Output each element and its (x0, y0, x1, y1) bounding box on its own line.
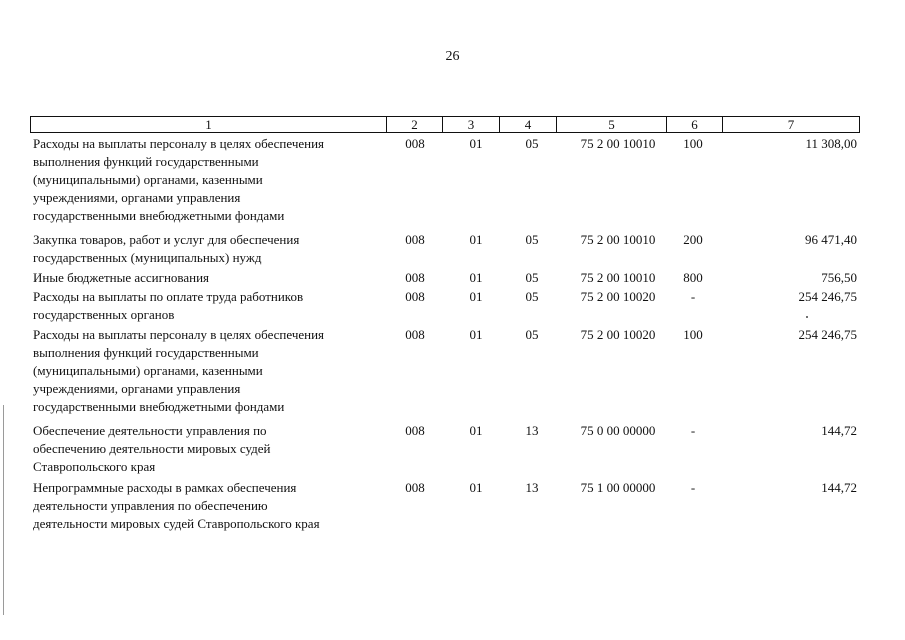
row-pr: 05 (525, 270, 539, 285)
header-col-1: 1 (205, 117, 212, 132)
header-col-7: 7 (722, 117, 859, 132)
row-pr: 05 (525, 327, 539, 342)
row-rz: 01 (469, 480, 483, 495)
row-name: Обеспечение деятельности управления по обеспечению деятельности мировых судей Ставропольского края (33, 423, 271, 474)
row-csr: 75 0 00 00000 (580, 423, 656, 438)
row-csr: 75 2 00 10020 (580, 327, 656, 342)
page-number: 26 (445, 49, 460, 64)
row-rz: 01 (469, 289, 483, 304)
row-csr: 75 1 00 00000 (580, 480, 656, 495)
row-ved: 008 (405, 423, 425, 438)
row-rz: 01 (469, 136, 483, 151)
row-sum: 254 246,75 (798, 327, 857, 342)
row-ved: 008 (405, 327, 425, 342)
row-pr: 13 (525, 480, 539, 495)
row-sum: 96 471,40 (805, 232, 857, 247)
row-ved: 008 (405, 232, 425, 247)
row-csr: 75 2 00 10010 (580, 232, 656, 247)
row-vr: - (690, 289, 696, 304)
row-pr: 05 (525, 232, 539, 247)
header-col-6: 6 (666, 117, 722, 132)
row-name: Расходы на выплаты персоналу в целях обеспечения выполнения функций государственными (муниципальными) органами, казенными учреждениями, органами управления государственными внебюджетными фондами (33, 327, 325, 414)
header-col-3: 3 (442, 117, 499, 132)
scan-margin-line (3, 405, 4, 615)
row-sum: 144,72 (821, 423, 857, 438)
row-sum: 254 246,75 (798, 289, 857, 304)
header-col-2: 2 (386, 117, 442, 132)
row-name: Непрограммные расходы в рамках обеспечения деятельности управления по обеспечению деятельности мировых судей Ставропольского края (33, 480, 320, 531)
row-rz: 01 (469, 232, 483, 247)
row-ved: 008 (405, 480, 425, 495)
row-sum: 756,50 (821, 270, 857, 285)
header-col-4: 4 (499, 117, 556, 132)
row-vr: - (690, 423, 696, 438)
row-name: Расходы на выплаты по оплате труда работников государственных органов (33, 289, 304, 322)
row-sum: 144,72 (821, 480, 857, 495)
row-rz: 01 (469, 327, 483, 342)
row-vr: 100 (683, 136, 703, 151)
row-name: Расходы на выплаты персоналу в целях обеспечения выполнения функций государственными (муниципальными) органами, казенными учреждениями, органами управления государственными внебюджетными фондами (33, 136, 325, 223)
row-ved: 008 (405, 136, 425, 151)
row-csr: 75 2 00 10010 (580, 270, 656, 285)
row-rz: 01 (469, 270, 483, 285)
row-pr: 13 (525, 423, 539, 438)
row-ved: 008 (405, 270, 425, 285)
row-rz: 01 (469, 423, 483, 438)
row-name: Иные бюджетные ассигнования (33, 270, 210, 285)
table-header-row (30, 116, 860, 133)
row-sum: 11 308,00 (805, 136, 857, 151)
row-pr: 05 (525, 289, 539, 304)
row-vr: 800 (683, 270, 703, 285)
row-pr: 05 (525, 136, 539, 151)
row-ved: 008 (405, 289, 425, 304)
scan-speck (806, 316, 808, 318)
row-name: Закупка товаров, работ и услуг для обеспечения государственных (муниципальных) нужд (33, 232, 300, 265)
row-vr: 100 (683, 327, 703, 342)
row-csr: 75 2 00 10010 (580, 136, 656, 151)
row-csr: 75 2 00 10020 (580, 289, 656, 304)
row-vr: - (690, 480, 696, 495)
header-col-5: 5 (556, 117, 666, 132)
row-vr: 200 (683, 232, 703, 247)
